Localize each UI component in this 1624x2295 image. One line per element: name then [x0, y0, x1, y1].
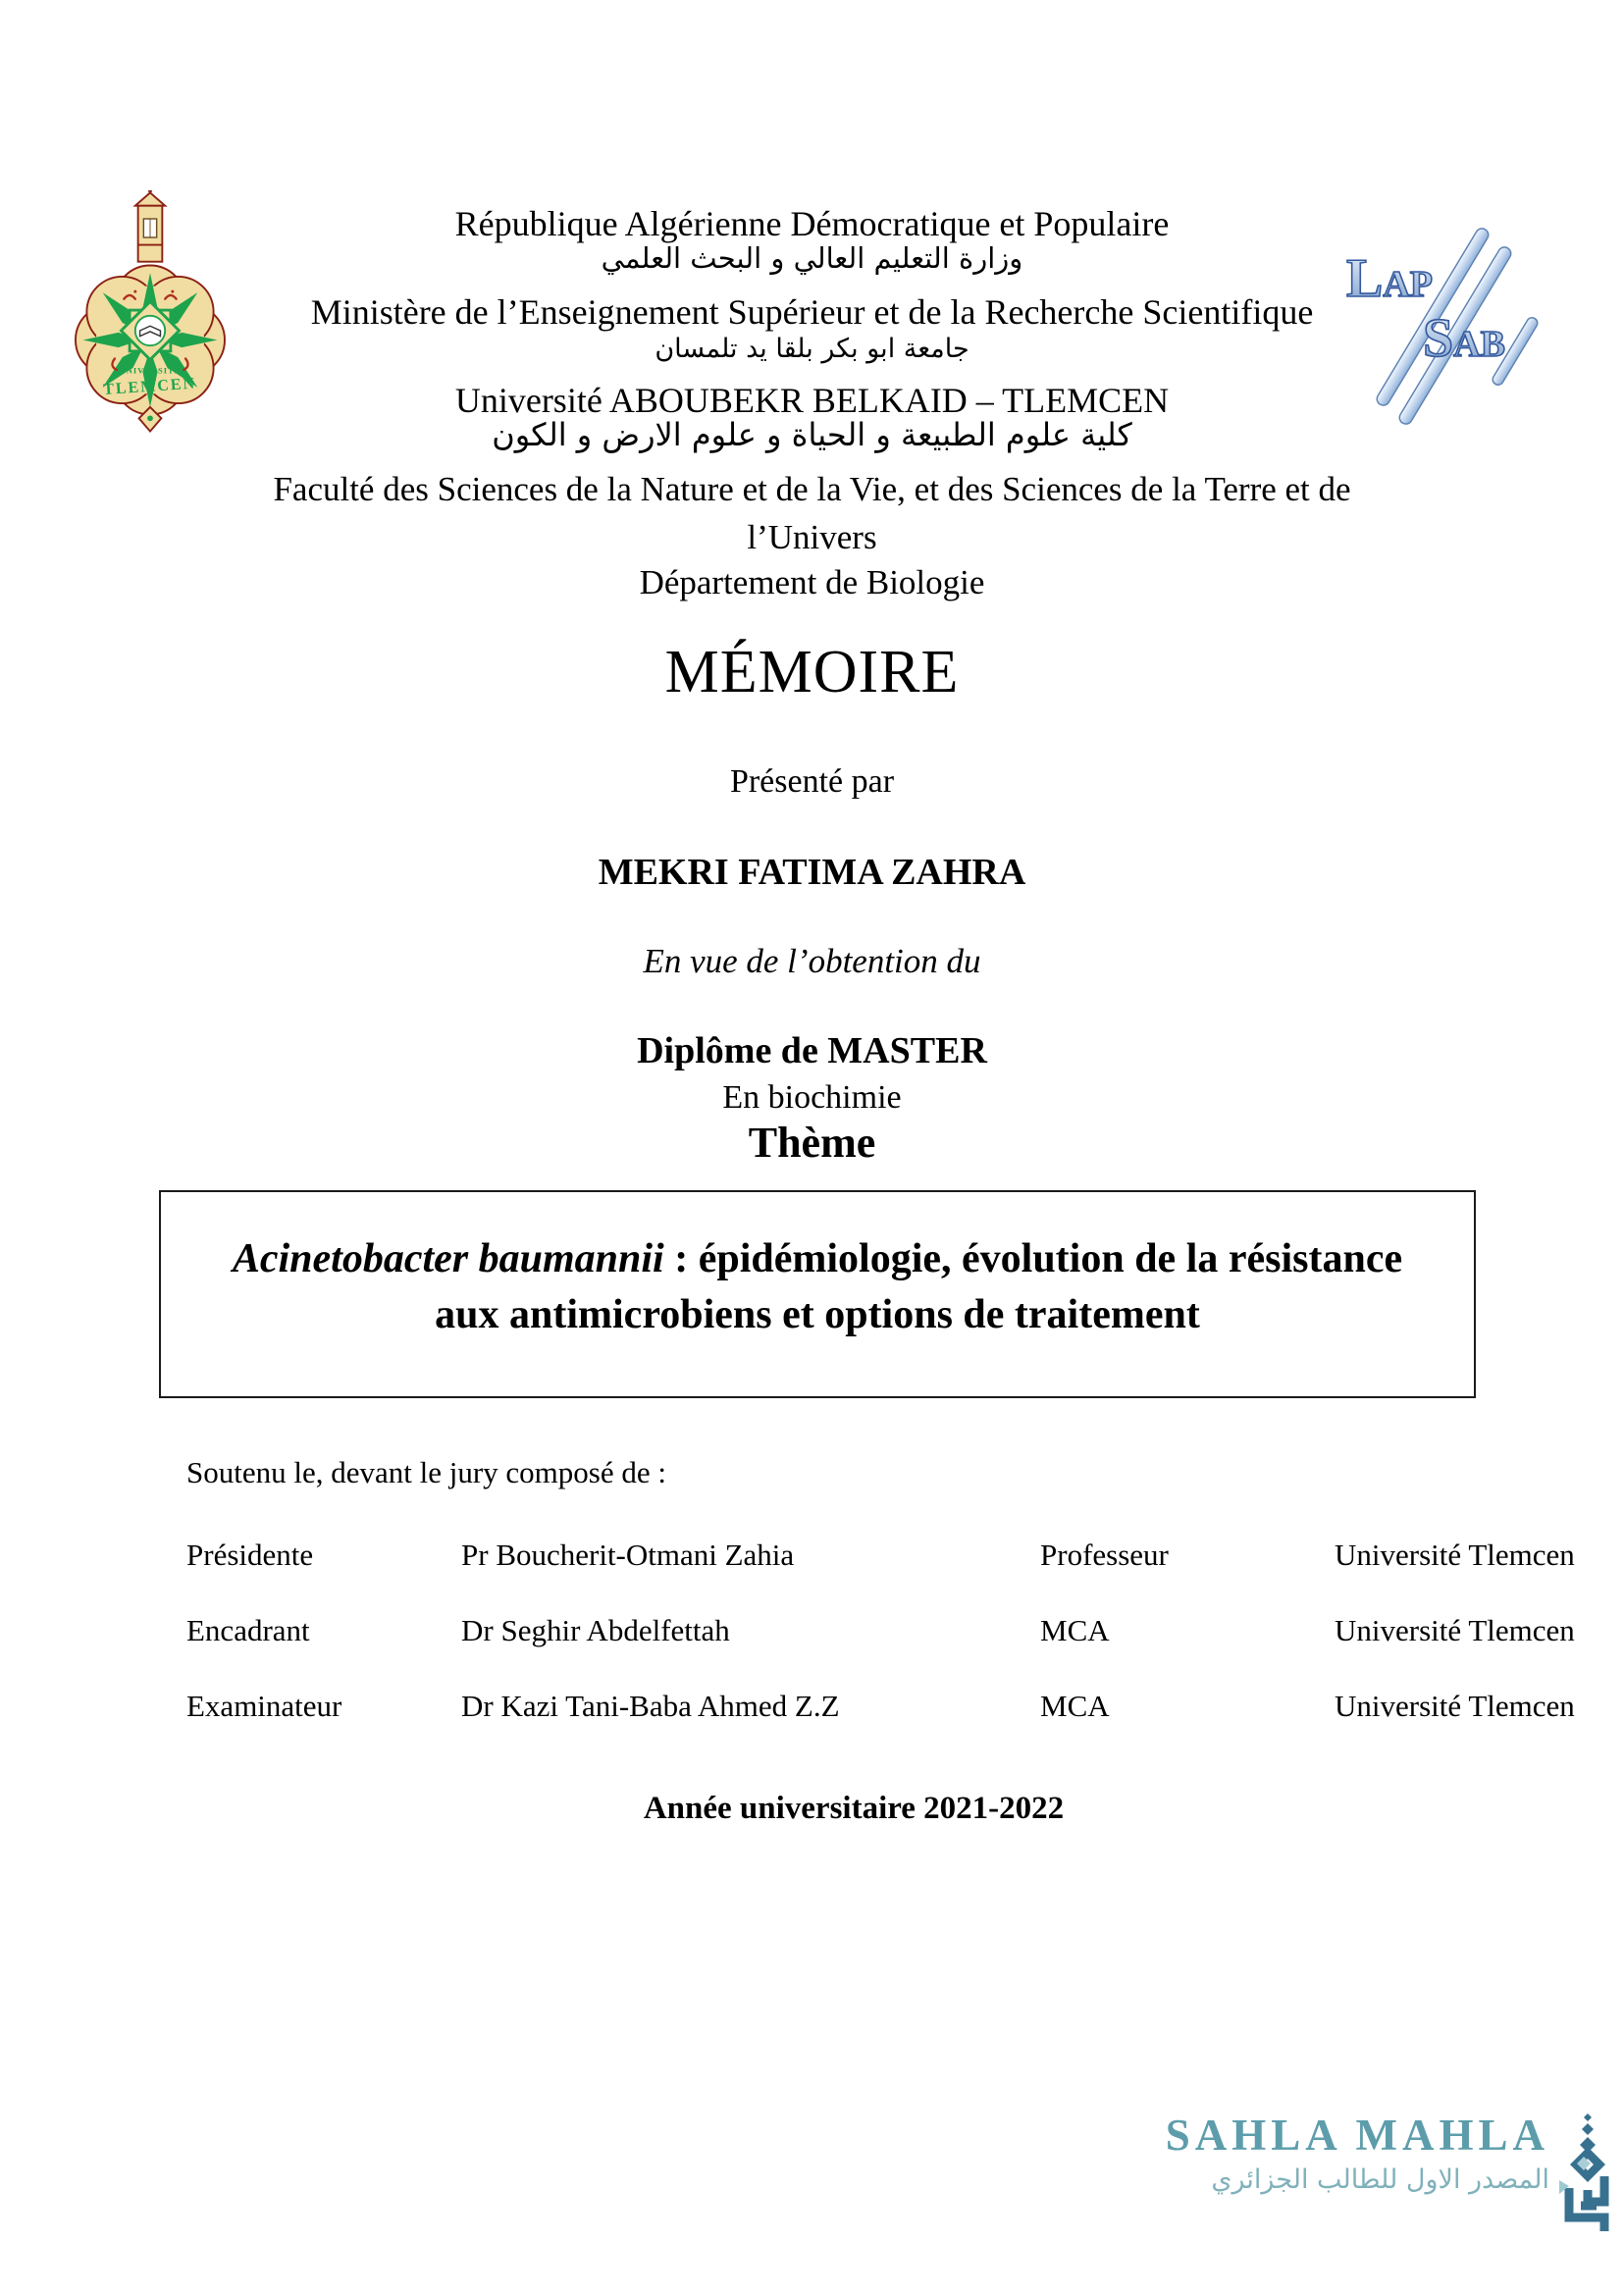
thesis-title-rest: : épidémiologie, évolution de la résistance aux antimicrobiens et options de traitement: [435, 1236, 1403, 1337]
header-department-fr: Département de Biologie: [639, 563, 985, 601]
seal-text-tlemcen: TLEMCEN: [102, 375, 197, 399]
jury-affiliation: Université Tlemcen: [1335, 1689, 1575, 1723]
sahla-mahla-watermark: [1166, 2112, 1618, 2235]
jury-name: Pr Boucherit-Otmani Zahia: [461, 1538, 795, 1572]
sahla-mahla-calligraphy-icon: [1557, 2112, 1618, 2235]
lapsab-text-sab: SAB: [1423, 308, 1505, 369]
header-republic-fr: République Algérienne Démocratique et Populaire: [454, 204, 1170, 243]
lapsab-text-lap: LAP: [1346, 248, 1434, 309]
diploma-line: Diplôme de MASTER: [637, 1030, 987, 1071]
sahla-mahla-subtitle-ar: المصدر الاول للطالب الجزائري: [1211, 2164, 1549, 2195]
jury-affiliation: Université Tlemcen: [1335, 1613, 1575, 1647]
thesis-title-box: [159, 1190, 1476, 1398]
jury-row-encadrant: [186, 1613, 1585, 1648]
theme-label: Thème: [748, 1119, 876, 1167]
header-faculty-fr-line1: Faculté des Sciences de la Nature et de la Vie, et des Sciences de la Terre et de: [273, 470, 1351, 508]
header-faculty-ar: كلية علوم الطبيعة و الحياة و علوم الارض و الكون: [492, 416, 1132, 453]
jury-row-president: [186, 1538, 1585, 1573]
author-name: MEKRI FATIMA ZAHRA: [598, 852, 1026, 893]
jury-affiliation: Université Tlemcen: [1335, 1538, 1575, 1572]
thesis-title-species: Acinetobacter baumannii: [232, 1236, 664, 1281]
jury-role: Encadrant: [186, 1613, 310, 1647]
sahla-mahla-title: SAHLA MAHLA: [1165, 2111, 1549, 2160]
seal-text-universite: UNIVERSITE: [119, 365, 182, 376]
jury-name: Dr Seghir Abdelfettah: [461, 1613, 730, 1647]
header-ministry-fr: Ministère de l’Enseignement Supérieur et de la Recherche Scientifique: [310, 292, 1314, 332]
jury-grade: MCA: [1040, 1613, 1110, 1647]
thesis-title: [161, 1192, 1474, 1343]
jury-role: Présidente: [186, 1538, 314, 1572]
specialty-line: En biochimie: [722, 1079, 902, 1116]
jury-intro: Soutenu le, devant le jury composé de :: [186, 1455, 666, 1489]
jury-name: Dr Kazi Tani-Baba Ahmed Z.Z: [461, 1689, 840, 1723]
header-faculty-fr-line2: l’Univers: [747, 518, 877, 556]
sahla-mahla-text: [1166, 2112, 1549, 2195]
purpose-line: En vue de l’obtention du: [643, 942, 981, 980]
presented-by-label: Présenté par: [729, 763, 895, 800]
header-ministry-ar: وزارة التعليم العالي و البحث العلمي: [601, 241, 1023, 275]
jury-role: Examinateur: [186, 1689, 342, 1723]
academic-year: Année universitaire 2021-2022: [643, 1791, 1065, 1826]
memoire-title: MÉMOIRE: [664, 639, 960, 705]
jury-row-examinateur: [186, 1689, 1585, 1724]
header-university-fr: Université ABOUBEKR BELKAID – TLEMCEN: [454, 381, 1170, 420]
jury-grade: MCA: [1040, 1689, 1110, 1723]
jury-grade: Professeur: [1040, 1538, 1169, 1572]
header-university-ar: جامعة ابو بكر بلقا يد تلمسان: [655, 334, 969, 364]
